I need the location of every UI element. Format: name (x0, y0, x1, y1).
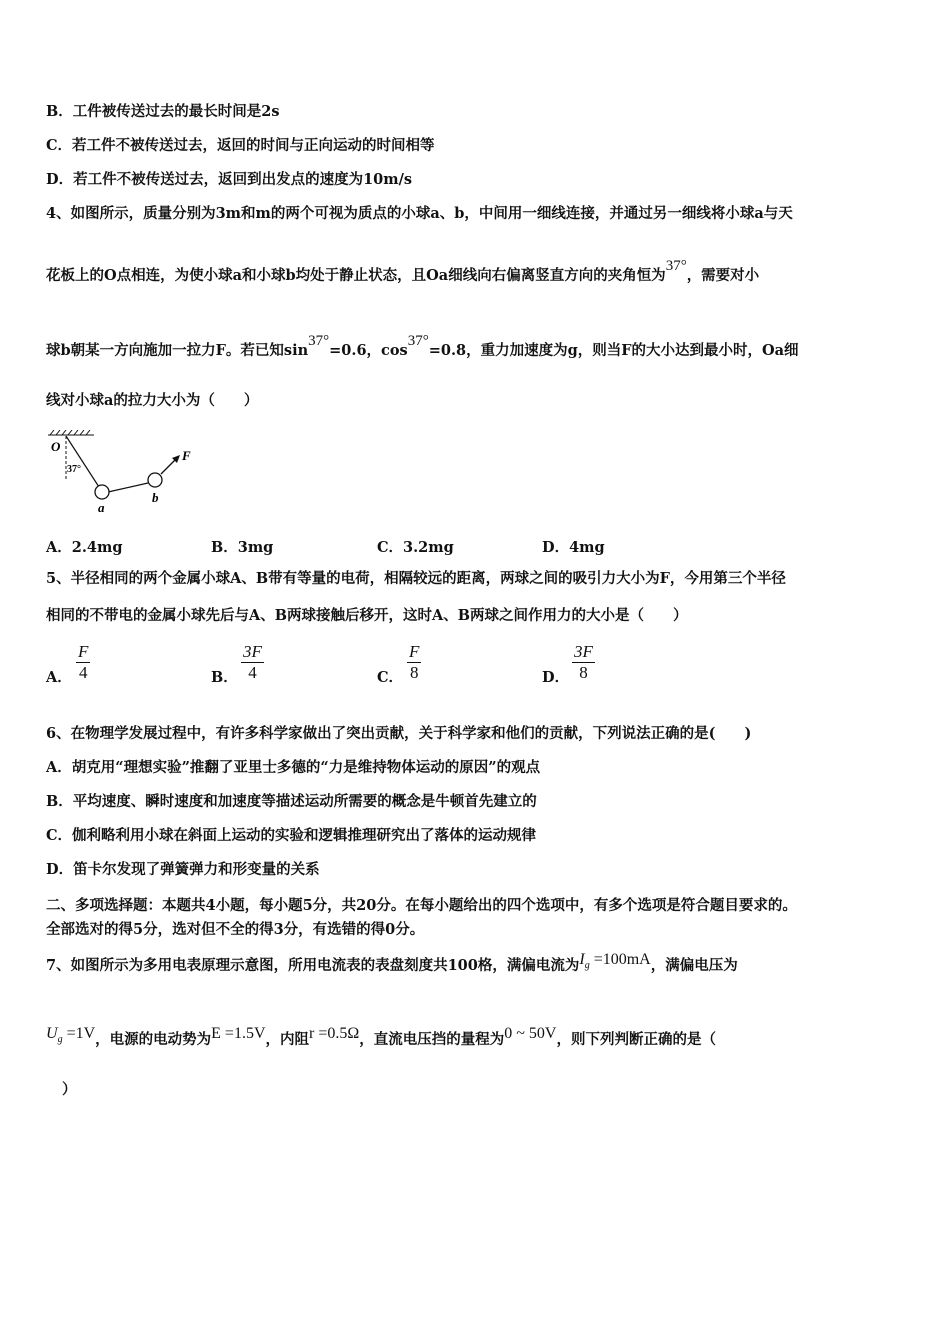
angle-37: 37° (665, 258, 687, 274)
q5-stem-line1: 5、半径相同的两个金属小球A、B带有等量的电荷，相隔较远的距离，两球之间的吸引力大小为F，今用第三个半径 (46, 570, 786, 587)
E-expression: E =1.5V (211, 1025, 266, 1042)
Ug-expression: $U_g =1V$ (46, 1025, 96, 1045)
q7-stem-line3: ） (62, 1081, 77, 1098)
q4-option-B: B．3mg (211, 539, 274, 556)
label-F: F (182, 448, 191, 463)
q5-option-B-label: B． (211, 669, 238, 686)
q6-option-D: D．笛卡尔发现了弹簧弹力和形变量的关系 (46, 861, 320, 878)
q5-option-D-label: D． (542, 669, 570, 686)
label-b: b (152, 490, 159, 505)
label-O: O (51, 439, 61, 454)
q6-option-A: A．胡克用“理想实验”推翻了亚里士多德的“力是维持物体运动的原因”的观点 (46, 759, 541, 776)
range-expression: 0 ~ 50V (504, 1025, 557, 1042)
label-angle: 37° (67, 464, 81, 475)
q5-option-A-label: A． (46, 669, 72, 686)
q5-option-C-label: C． (377, 669, 404, 686)
angle-37-cos: 37° (407, 333, 429, 349)
q5-option-D-fraction: $\frac{3F}{8}$ (574, 642, 593, 682)
ceiling-hatch (48, 430, 94, 435)
angle-37-sin: 37° (308, 333, 330, 349)
string-Oa (66, 436, 99, 487)
section2-instructions-line1: 二、多项选择题：本题共4小题，每小题5分，共20分。在每小题给出的四个选项中，有多个选项是符合题目要求的。 (46, 897, 797, 914)
q5-option-A-fraction: $\frac{F}{4}$ (78, 642, 89, 682)
q5-option-C-fraction: $\frac{F}{8}$ (409, 642, 420, 682)
q5-option-B-fraction: $\frac{3F}{4}$ (243, 642, 262, 682)
q4-stem-line1: 4、如图所示，质量分别为3m和m的两个可视为质点的小球a、b，中间用一细线连接，并通过另一细线将小球a与天 (46, 205, 793, 222)
string-ab (108, 483, 148, 492)
q4-stem-line3: 球b朝某一方向施加一拉力F。若已知sin37°=0.6，cos37°=0.8，重力加速度为g，则当F的大小达到最小时，Oa细 (46, 333, 799, 359)
q6-option-B: B．平均速度、瞬时速度和加速度等描述运动所需要的概念是牛顿首先建立的 (46, 793, 537, 810)
r-expression: r =0.5Ω (309, 1025, 360, 1042)
q7-stem-line2: $U_g =1V$，电源的电动势为E =1.5V，内阻r =0.5Ω，直流电压挡的量程为0 ~ 50V，则下列判断正确的是（ (46, 1025, 716, 1048)
q4-option-C: C．3.2mg (377, 539, 454, 556)
q7-stem-line1: 7、如图所示为多用电表原理示意图，所用电流表的表盘刻度共100格，满偏电流为$I_g =100mA$，满偏电压为 (46, 951, 738, 974)
ball-a (95, 485, 109, 499)
q4-figure (44, 430, 204, 515)
section2-instructions-line2: 全部选对的得5分，选对但不全的得3分，有选错的得0分。 (46, 921, 425, 938)
option-C: C．若工件不被传送过去，返回的时间与正向运动的时间相等 (46, 137, 435, 154)
Ig-expression: $I_g =100mA$ (579, 951, 651, 971)
option-B: B．工件被传送过去的最长时间是2s (46, 103, 280, 120)
q4-option-D: D．4mg (542, 539, 605, 556)
ball-b (148, 473, 162, 487)
q4-option-A: A．2.4mg (46, 539, 123, 556)
q4-stem-line4: 线对小球a的拉力大小为（ ） (46, 392, 259, 409)
q5-stem-line2: 相同的不带电的金属小球先后与A、B两球接触后移开，这时A、B两球之间作用力的大小是（ ） (46, 607, 688, 624)
q4-stem-line2: 花板上的O点相连，为使小球a和小球b均处于静止状态，且Oa细线向右偏离竖直方向的夹角恒为37°，需要对小 (46, 258, 760, 284)
q6-stem: 6、在物理学发展过程中，有许多科学家做出了突出贡献，关于科学家和他们的贡献，下列说法正确的是( ) (46, 725, 752, 742)
label-a: a (98, 500, 105, 515)
option-D: D．若工件不被传送过去，返回到出发点的速度为10m/s (46, 171, 413, 188)
q6-option-C: C．伽利略利用小球在斜面上运动的实验和逻辑推理研究出了落体的运动规律 (46, 827, 537, 844)
